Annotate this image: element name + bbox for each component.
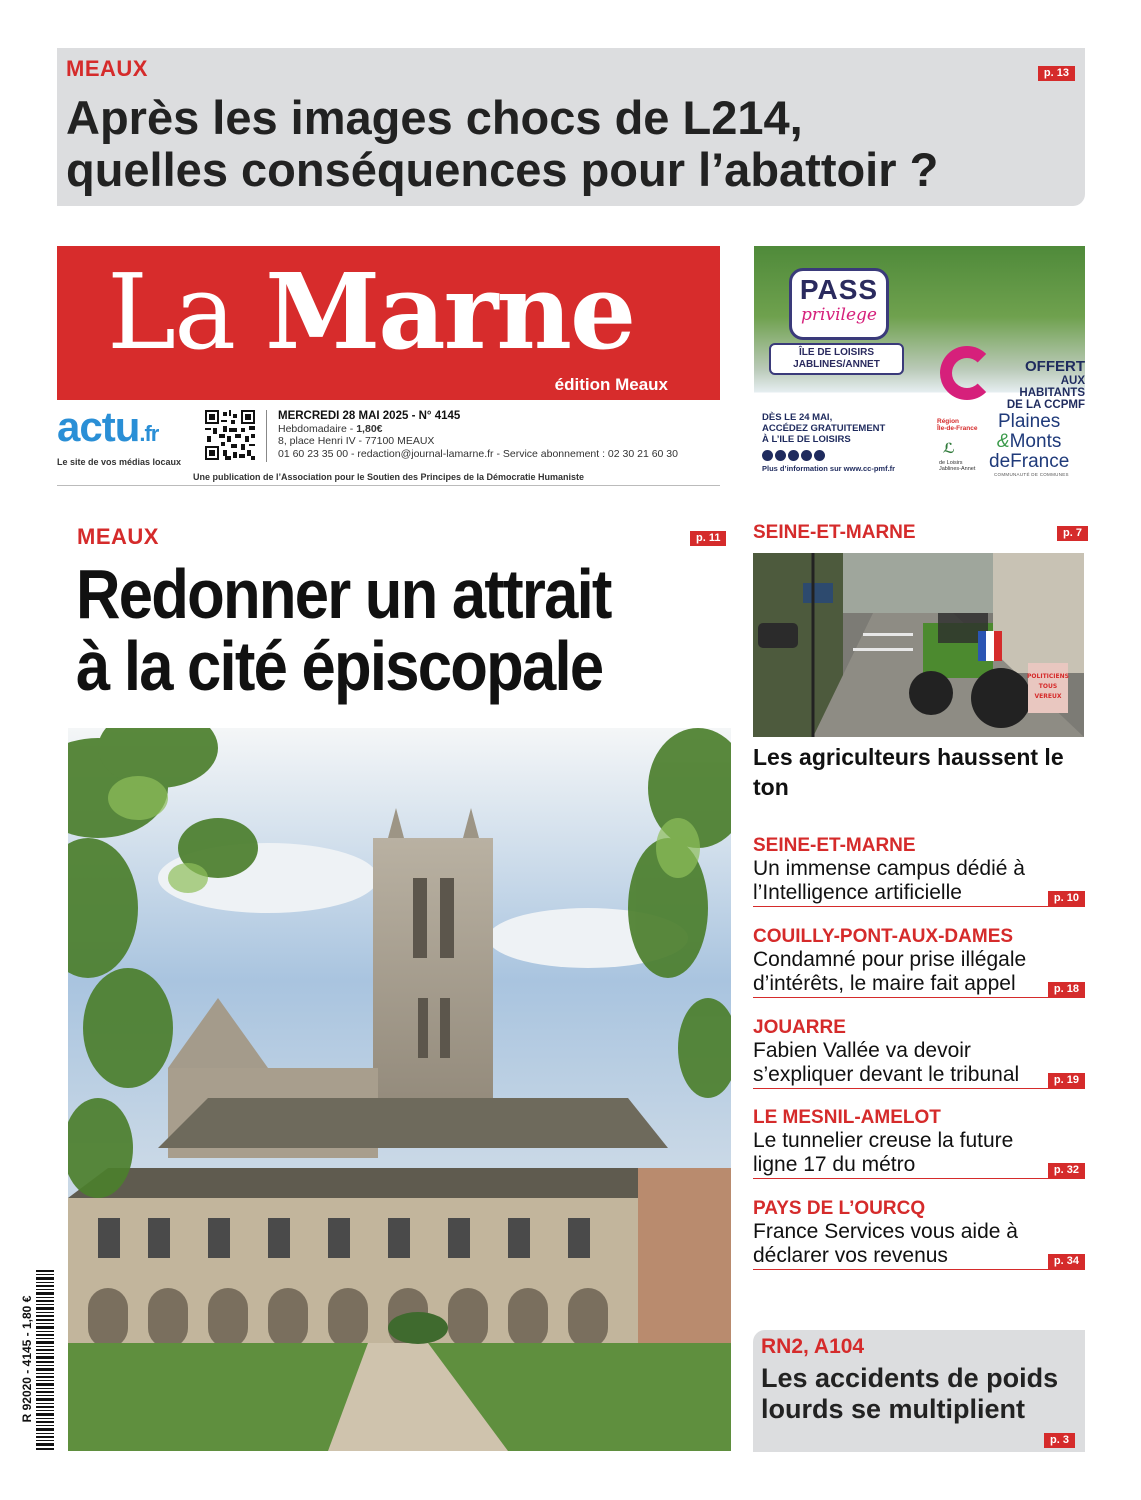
actu-wordmark: actu.fr <box>57 403 159 450</box>
bottom-teaser-page-ref: p. 3 <box>1044 1433 1075 1448</box>
brief-item[interactable] <box>753 1107 1085 1179</box>
qr-code-icon[interactable] <box>205 410 255 460</box>
instagram-icon <box>775 450 786 461</box>
ad-pass-badge <box>789 268 889 340</box>
main-headline-line-1: Redonner un attrait <box>76 555 611 633</box>
svg-text:TOUS: TOUS <box>1038 683 1058 690</box>
brief-item[interactable] <box>753 835 1085 907</box>
brief-text: Le tunnelier creuse la future ligne 17 du métro <box>753 1129 1014 1176</box>
masthead-info <box>278 410 678 460</box>
facebook-icon <box>762 450 773 461</box>
edition-label: édition Meaux <box>554 375 668 394</box>
price-line: Hebdomadaire - 1,80€ <box>278 422 383 435</box>
ad-privilege-text: privilege <box>801 305 877 325</box>
top-teaser-page-ref: p. 13 <box>1038 66 1075 81</box>
price: 1,80€ <box>356 422 383 435</box>
main-story-page-ref: p. 11 <box>690 531 726 546</box>
ad-ile-de-loisirs-label: ÎLE DE LOISIRS JABLINES/ANNET <box>769 343 904 375</box>
brief-item[interactable] <box>753 926 1085 998</box>
ile-de-loisirs-logo-icon: ℒ <box>943 440 955 456</box>
brief-kicker: JOUARRE <box>753 1017 846 1038</box>
main-story-kicker: MEAUX <box>77 524 159 549</box>
brief-kicker: LE MESNIL-AMELOT <box>753 1107 941 1128</box>
brief-text: France Services vous aide à déclarer vos revenus <box>753 1220 1018 1267</box>
top-teaser-headline-line-2: quelles conséquences pour l’abattoir ? <box>66 143 939 196</box>
tractor-sign-text: POLITICIENS <box>1027 673 1069 680</box>
masthead <box>57 246 720 400</box>
ad-dates-text: DÈS LE 24 MAI, ACCÉDEZ GRATUITEMENT À L’ILE DE LOISIRS <box>762 412 886 445</box>
bottom-teaser-kicker: RN2, A104 <box>761 1335 865 1358</box>
brief-text: Un immense campus dédié à l’Intelligence artificielle <box>753 857 1025 904</box>
cathedral-photo[interactable] <box>68 728 731 1451</box>
main-story-headline[interactable] <box>76 555 657 705</box>
ad-c-shape-icon <box>940 346 994 400</box>
region-logo: Région Île-de-France <box>937 418 978 432</box>
brief-kicker: PAYS DE L’OURCQ <box>753 1198 926 1219</box>
side-story-headline[interactable]: Les agriculteurs haussent le ton <box>753 744 1064 800</box>
main-headline-line-2: à la cité épiscopale <box>76 627 603 705</box>
tractor-protest-photo[interactable] <box>753 553 1084 737</box>
brief-page-ref: p. 10 <box>1048 891 1085 906</box>
brief-item[interactable] <box>753 1198 1085 1270</box>
top-teaser-headline-line-1: Après les images chocs de L214, <box>66 91 803 144</box>
brief-page-ref: p. 18 <box>1048 982 1085 997</box>
newspaper-title <box>107 250 634 373</box>
bottom-teaser-headline: Les accidents de poids lourds se multiplient <box>761 1363 1059 1424</box>
top-teaser-banner[interactable] <box>57 48 1085 206</box>
top-teaser-kicker: MEAUX <box>66 56 148 81</box>
brief-kicker: COUILLY-PONT-AUX-DAMES <box>753 926 1014 947</box>
ad-info-url[interactable]: Plus d’information sur www.cc-pmf.fr <box>762 464 896 473</box>
svg-text:VEREUX: VEREUX <box>1034 693 1062 700</box>
brief-page-ref: p. 32 <box>1048 1163 1085 1178</box>
newspaper-title-la: La <box>107 251 266 373</box>
actu-logo[interactable] <box>57 403 182 467</box>
brief-page-ref: p. 34 <box>1048 1254 1085 1269</box>
brief-item[interactable] <box>753 1017 1085 1089</box>
brief-page-ref: p. 19 <box>1048 1073 1085 1088</box>
actu-tld: .fr <box>139 421 159 446</box>
masthead-divider <box>266 410 267 462</box>
ad-logos <box>937 408 1085 482</box>
side-story-page-ref: p. 7 <box>1057 526 1088 541</box>
brief-kicker: SEINE-ET-MARNE <box>753 835 916 856</box>
bottom-teaser-box[interactable] <box>753 1330 1085 1452</box>
newspaper-title-marne: Marne <box>265 250 635 373</box>
publication-line: Une publication de l’Association pour le Soutien des Principes de la Démocratie Humaniste <box>192 472 585 482</box>
issue-line: MERCREDI 28 MAI 2025 - N° 4145 <box>278 410 461 422</box>
brief-text: Fabien Vallée va devoir s’expliquer devant le tribunal <box>753 1039 1020 1086</box>
linkedin-icon <box>788 450 799 461</box>
actu-tagline: Le site de vos médias locaux <box>57 457 182 467</box>
masthead-rule <box>57 485 720 486</box>
side-story-kicker: SEINE-ET-MARNE <box>753 522 916 543</box>
ad-offert-label: OFFERT AUX HABITANTS DE LA CCPMF <box>1006 358 1085 411</box>
top-teaser-headline[interactable] <box>66 92 1066 196</box>
barcode-text: R 92020 - 4145 - 1,80 € <box>20 1295 34 1423</box>
ad-pass-text: PASS <box>799 274 879 305</box>
pass-privilege-ad[interactable] <box>754 246 1085 482</box>
brief-text: Condamné pour prise illégale d’intérêts, le maire fait appel <box>753 948 1027 995</box>
contact-line[interactable]: 01 60 23 35 00 - redaction@journal-lamarne.fr - Service abonnement : 02 30 21 60 30 <box>278 447 678 460</box>
ile-de-loisirs-logo-text: de Loisirs Jablines-Annet <box>939 460 976 472</box>
plaines-monts-de-france-subtitle: COMMUNAUTÉ DE COMMUNES <box>994 472 1069 477</box>
plaines-monts-de-france-logo: Plaines &Monts deFrance <box>989 411 1070 472</box>
youtube-icon <box>801 450 812 461</box>
email-icon <box>814 450 825 461</box>
address-line: 8, place Henri IV - 77100 MEAUX <box>278 435 435 447</box>
